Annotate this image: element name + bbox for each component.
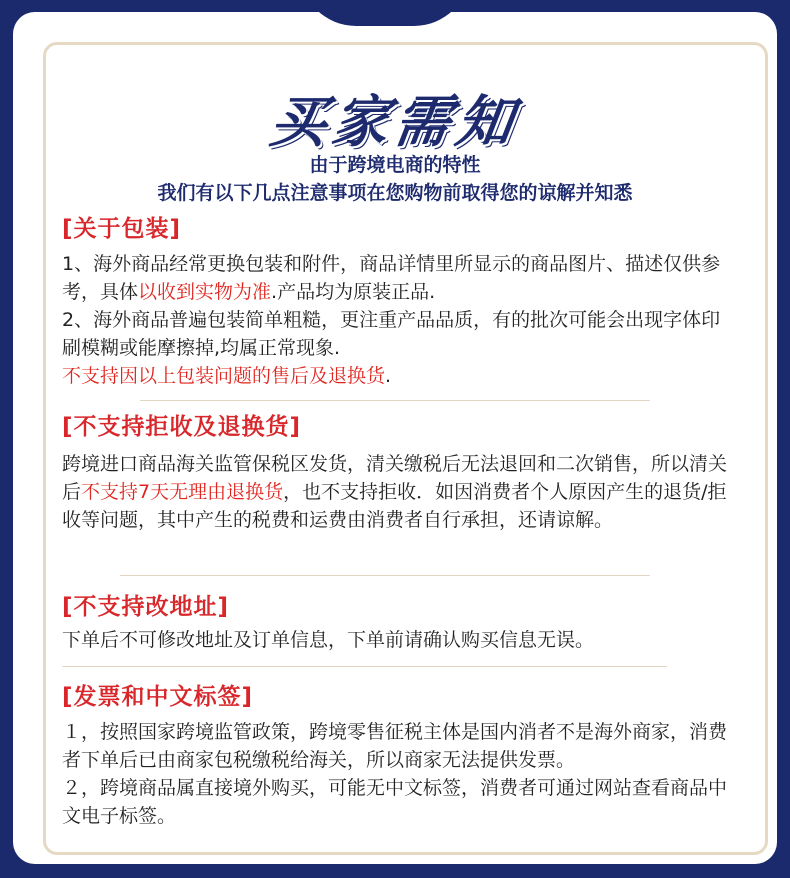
packaging-p1-highlight: 以收到实物为准 bbox=[138, 281, 272, 303]
subtitle-line-1: 由于跨境电商的特性 bbox=[309, 154, 481, 176]
section-body-packaging bbox=[62, 250, 730, 390]
packaging-note-highlight: 不支持因以上包装问题的售后及退换货 bbox=[62, 365, 386, 387]
divider-2 bbox=[120, 575, 650, 576]
subtitle-line-2: 我们有以下几点注意事项在您购物前取得您的谅解并知悉 bbox=[157, 182, 633, 204]
no-return-text: 跨境进口商品海关监管保税区发货，清关缴税后无法退回和二次销售，所以清关后 bbox=[62, 453, 728, 503]
invoice-paragraph-1: １，按照国家跨境监管政策，跨境零售征税主体是国内消者不是海外商家，消费者下单后已由商家包税缴税给海关，所以商家无法提供发票。 bbox=[62, 721, 728, 771]
packaging-note bbox=[62, 362, 730, 390]
invoice-paragraph-2: ２，跨境商品属直接境外购买，可能无中文标签，消费者可通过网站查看商品中文电子标签。 bbox=[62, 777, 728, 827]
packaging-note-end: . bbox=[385, 365, 392, 387]
no-return-paragraph bbox=[62, 450, 730, 534]
section-body-invoice bbox=[62, 718, 730, 830]
section-body-no-return bbox=[62, 450, 730, 534]
section-body-address bbox=[62, 626, 730, 654]
section-heading-packaging: [关于包装] bbox=[62, 216, 182, 242]
packaging-paragraph-2: 2、海外商品普遍包装简单粗糙，更注重产品品质，有的批次可能会出现字体印刷模糊或能摩擦掉,均属正常现象. bbox=[62, 309, 721, 359]
section-heading-address: [不支持改地址] bbox=[62, 594, 230, 620]
address-paragraph: 下单后不可修改地址及订单信息，下单前请确认购买信息无误。 bbox=[62, 629, 595, 651]
no-return-highlight: 不支持7天无理由退换货 bbox=[81, 481, 284, 503]
packaging-p1-text: 1、海外商品经常更换包装和附件，商品详情里所显示的商品图片、描述仅供参考，具体 bbox=[62, 253, 721, 303]
packaging-p1-tail: .产品均为原装正品. bbox=[271, 281, 436, 303]
divider-3 bbox=[62, 666, 667, 667]
divider-1 bbox=[140, 400, 650, 401]
no-return-tail: ，也不支持拒收．如因消费者个人原因产生的退货/拒收等问题，其中产生的税费和运费由消费者自行承担，还请谅解。 bbox=[62, 481, 727, 531]
section-heading-invoice: [发票和中文标签] bbox=[62, 684, 254, 710]
page-title: 买家需知 bbox=[265, 90, 523, 155]
section-heading-no-return: [不支持拒收及退换货] bbox=[62, 414, 302, 440]
packaging-paragraph-1 bbox=[62, 250, 730, 306]
